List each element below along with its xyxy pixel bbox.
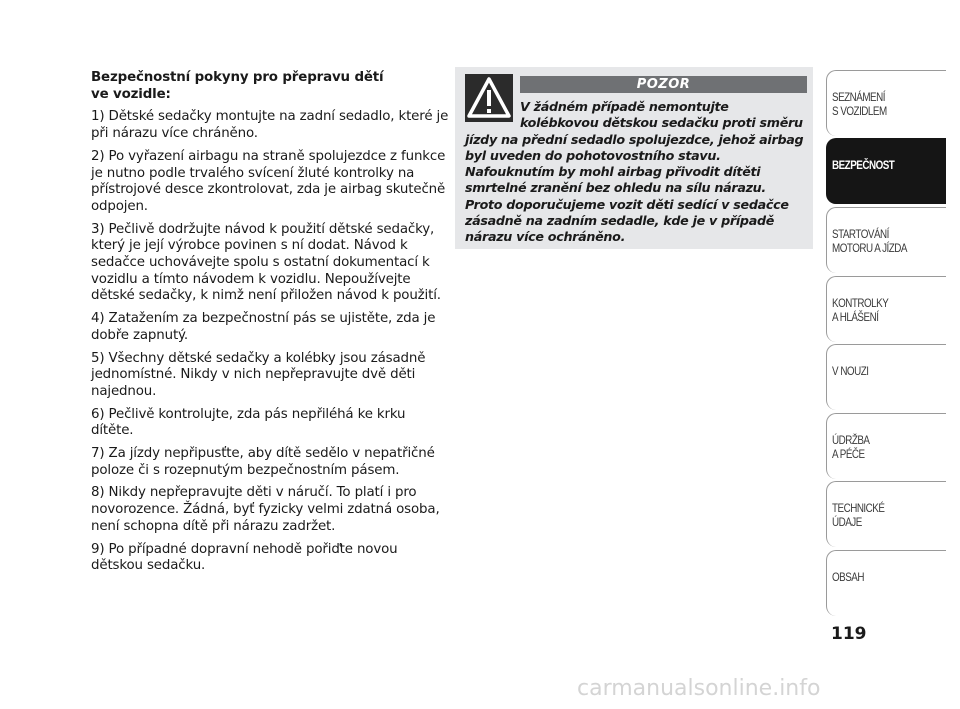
paragraph-4: 4) Zatažením za bezpečnostní pás se ujistěte, zda je dobře zapnutý. (91, 311, 436, 343)
watermark: carmanualsonline.info (577, 676, 821, 701)
section-title-line1: Bezpečnostní pokyny pro přepravu dětí (91, 70, 384, 85)
tab-label: BEZPEČNOST (832, 158, 895, 172)
paragraph-2: 2) Po vyřazení airbagu na straně spolujezdce z funkce je nutno podle trvalého svícení žluté kontrolky na přístrojové desce zkontrolovat, zda je airbag skutečně odpojen. (91, 148, 446, 214)
tab-label: SEZNÁMENÍ S VOZIDLEM (832, 90, 887, 118)
paragraph-8: 8) Nikdy nepřepravujte děti v náručí. To platí i pro novorozence. Žádná, byť fyzicky velmi zdatná osoba, není schopna dítě při nárazu zadržet. (91, 485, 440, 534)
paragraph-5: 5) Všechny dětské sedačky a kolébky jsou zásadně jednomístné. Nikdy v nich nepřepravujte dvě děti najednou. (91, 350, 426, 399)
tab-label: KONTROLKY A HLÁŠENÍ (832, 296, 889, 324)
paragraph-6: 6) Pečlivě kontrolujte, zda pás nepřiléhá ke krku dítěte. (91, 406, 406, 439)
tab-startovani[interactable] (826, 207, 946, 273)
tab-label: ÚDRŽBA A PÉČE (832, 433, 870, 461)
tab-bezpecnost[interactable] (826, 138, 946, 204)
tab-kontrolky[interactable] (826, 276, 946, 342)
paragraph-9: 9) Po případné dopravní nehodě pořiďte novou dětskou sedačku. (91, 541, 398, 574)
warning-text: V žádném případě nemontujte kolébkovou dětskou sedačku proti směru jízdy na přední sedadlo spolujezdce, jehož airbag byl uveden do pohotovostního stavu. Nafouknutím by mohl airbag přivodit dítěti smrtelné zranění bez ohledu na sílu nárazu. Proto doporučujeme vozit děti sedící v sedačce zásadně na zadním sedadle, kde je v případě nárazu více ochráněno. (465, 99, 804, 245)
paragraph-1: 1) Dětské sedačky montujte na zadní sedadlo, které je při nárazu více chráněno. (91, 109, 449, 142)
tab-seznameni[interactable] (826, 70, 946, 136)
tab-udrzba[interactable] (826, 413, 946, 479)
page-number: 119 (831, 624, 867, 644)
section-title-line2: ve vozidle: (91, 86, 171, 102)
paragraph-3: 3) Pečlivě dodržujte návod k použití dětské sedačky, který je její výrobce povinen s ní dodat. Návod k sedačce uchovávejte spolu s ostatní dokumentací k vozidlu a tímto návodem k vozidlu. Nepoužívejte dětské sedačky, k nimž není přiložen návod k použití. (91, 221, 441, 304)
tab-technicke-udaje[interactable] (826, 481, 946, 547)
warning-box (455, 67, 813, 249)
main-text-column (91, 70, 451, 581)
tab-obsah[interactable] (826, 550, 946, 616)
warning-text-block (465, 99, 805, 246)
paragraph-7: 7) Za jízdy nepřipusťte, aby dítě sedělo v nepatřičné poloze či s rozepnutým bezpečnostním pásem. (91, 446, 435, 478)
warning-header: POZOR (520, 76, 807, 93)
tab-label: TECHNICKÉ ÚDAJE (832, 501, 885, 529)
tab-label: STARTOVÁNÍ MOTORU A JÍZDA (832, 227, 907, 255)
tab-label: OBSAH (832, 570, 864, 584)
section-title (91, 70, 451, 103)
tab-v-nouzi[interactable] (826, 344, 946, 410)
tab-label: V NOUZI (832, 364, 869, 378)
